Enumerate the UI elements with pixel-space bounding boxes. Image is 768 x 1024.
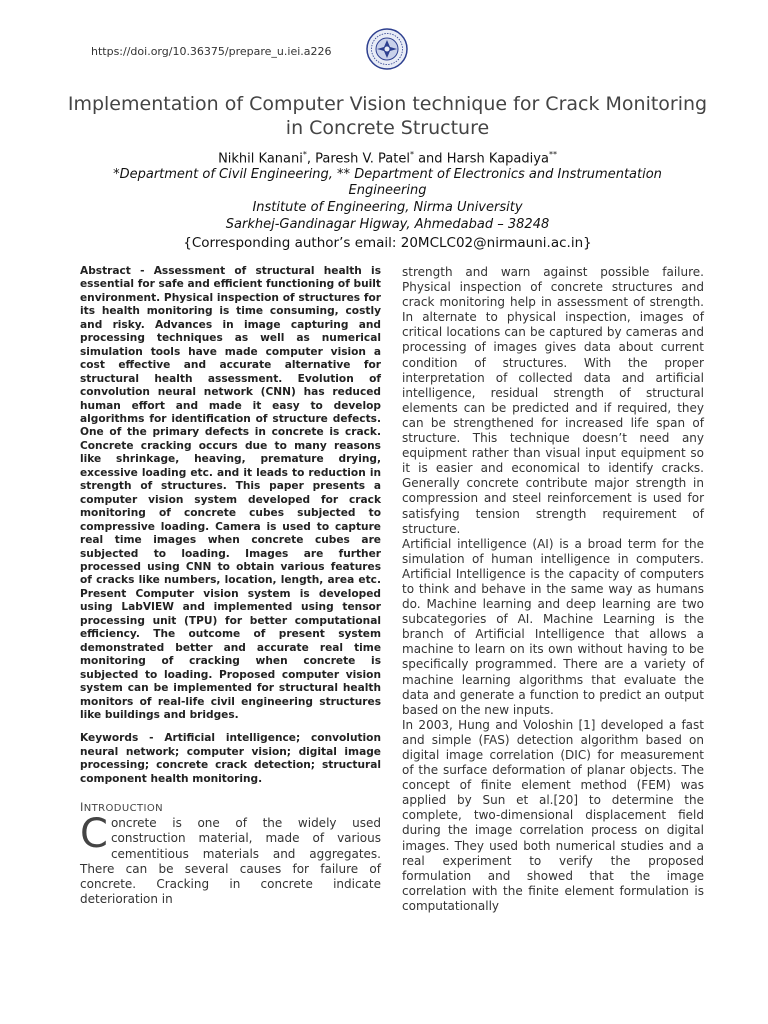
department-affiliation: *Department of Civil Engineering, ** Department of Electronics and Instrumentation Engineering xyxy=(113,167,662,198)
corresponding-email: {Corresponding author’s email: 20MCLC02@nirmauni.ac.in} xyxy=(183,235,592,251)
right-column xyxy=(402,265,704,914)
institution-seal-icon xyxy=(366,28,408,70)
paragraph: In 2003, Hung and Voloshin [1] developed a fast and simple (FAS) detection algorithm based on digital image correlation (DIC) for measurement of the surface deformation of planar objects. The concept of finite element method (FEM) was applied by Sun et al.[20] to determine the complete, two-dimensional displacement field during the image correlation process on digital images. They used both numerical studies and a real experiment to verify the proposed formulation and showed that the image correlation with the finite element formulation is computationally xyxy=(402,717,704,913)
intro-paragraph xyxy=(80,811,381,907)
paragraph: strength and warn against possible failure. Physical inspection of concrete structures and crack monitoring help in assessment of strength. In alternate to physical inspection, images of critical locations can be captured by cameras and processing of images gives data about current condition of structures. With the proper interpretation of collected data and artificial intelligence, residual strength of structural elements can be predicted and if required, they can be strengthened for increased life span of structure. This technique doesn’t need any equipment rather than visual input equipment so it is easier and economical to identify cracks. Generally concrete contribute major strength in compression and steel reinforcement is used for satisfying tension strength requirement of structure. xyxy=(402,265,704,536)
drop-cap: C xyxy=(80,811,108,858)
author-affiliation-mark: * xyxy=(302,150,307,159)
section-heading-introduction xyxy=(80,800,381,814)
institution-block xyxy=(60,199,715,233)
author-name: Paresh V. Patel xyxy=(315,151,410,167)
author-affiliation-mark: ** xyxy=(548,150,557,159)
left-column xyxy=(80,265,381,907)
paragraph: Artificial intelligence (AI) is a broad term for the simulation of human intelligence in computers. Artificial Intelligence is the capacity of computers to think and behave in the same way as humans do. Machine learning and deep learning are two subcategories of AI. Machine Learning is the branch of Artificial Intelligence that allows a machine to learn on its own without having to be specifically programmed. There are a variety of machine learning algorithms that evaluate the data and generate a function to predict an output based on the new inputs. xyxy=(402,536,704,717)
author-name: Harsh Kapadiya xyxy=(446,151,549,167)
author-name: Nikhil Kanani xyxy=(218,151,303,167)
intro-text: oncrete is one of the widely used construction material, made of various cementitious materials and aggregates. There can be several causes for failure of concrete. Cracking in concrete indicate deterioration in xyxy=(80,816,381,907)
heading-rest: NTRODUCTION xyxy=(83,803,164,815)
institution-address: Sarkhej-Gandinagar Higway, Ahmedabad – 38248 xyxy=(225,217,550,232)
heading-initial: I xyxy=(80,800,84,815)
author-line xyxy=(60,150,715,166)
abstract: Abstract - Assessment of structural health is essential for safe and efficient functioning of built environment. Physical inspection of structures for its health monitoring is time consuming, costly and risky. Advances in image capturing and processing techniques as well as numerical simulation tools have made computer vision a cost effective and accurate alternative for structural health assessment. Evolution of convolution neural network (CNN) has reduced human effort and made it easy to develop algorithms for identification of structure defects. One of the primary defects in concrete is crack. Concrete cracking occurs due to many reasons like shrinkage, heaving, premature drying, excessive loading etc. and it leads to reduction in strength of structures. This paper presents a computer vision system developed for crack monitoring of concrete cubes subjected to compressive loading. Camera is used to capture real time images when concrete cubes are subjected to loading. Images are further processed using CNN to obtain various features of cracks like numbers, location, length, area etc. Present Computer vision system is developed using LabVIEW and implemented using tensor processing unit (TPU) for better computational efficiency. The outcome of present system demonstrated better and accurate real time monitoring of cracking when concrete is subjected to loading. Proposed computer vision system can be implemented for structural health monitors of real-life civil engineering structures like buildings and bridges. xyxy=(80,265,381,721)
author-separator: and xyxy=(413,151,447,167)
paper-title: Implementation of Computer Vision technique for Crack Monitoring in Concrete Structure xyxy=(67,93,708,139)
doi-link[interactable]: https://doi.org/10.36375/prepare_u.iei.a226 xyxy=(91,45,332,58)
keywords: Keywords - Artificial intelligence; convolution neural network; computer vision; digital image processing; concrete crack detection; structural component health monitoring. xyxy=(80,732,381,785)
institution-name: Institute of Engineering, Nirma University xyxy=(252,200,523,215)
author-separator: , xyxy=(306,151,316,167)
author-affiliation-mark: * xyxy=(409,150,414,159)
